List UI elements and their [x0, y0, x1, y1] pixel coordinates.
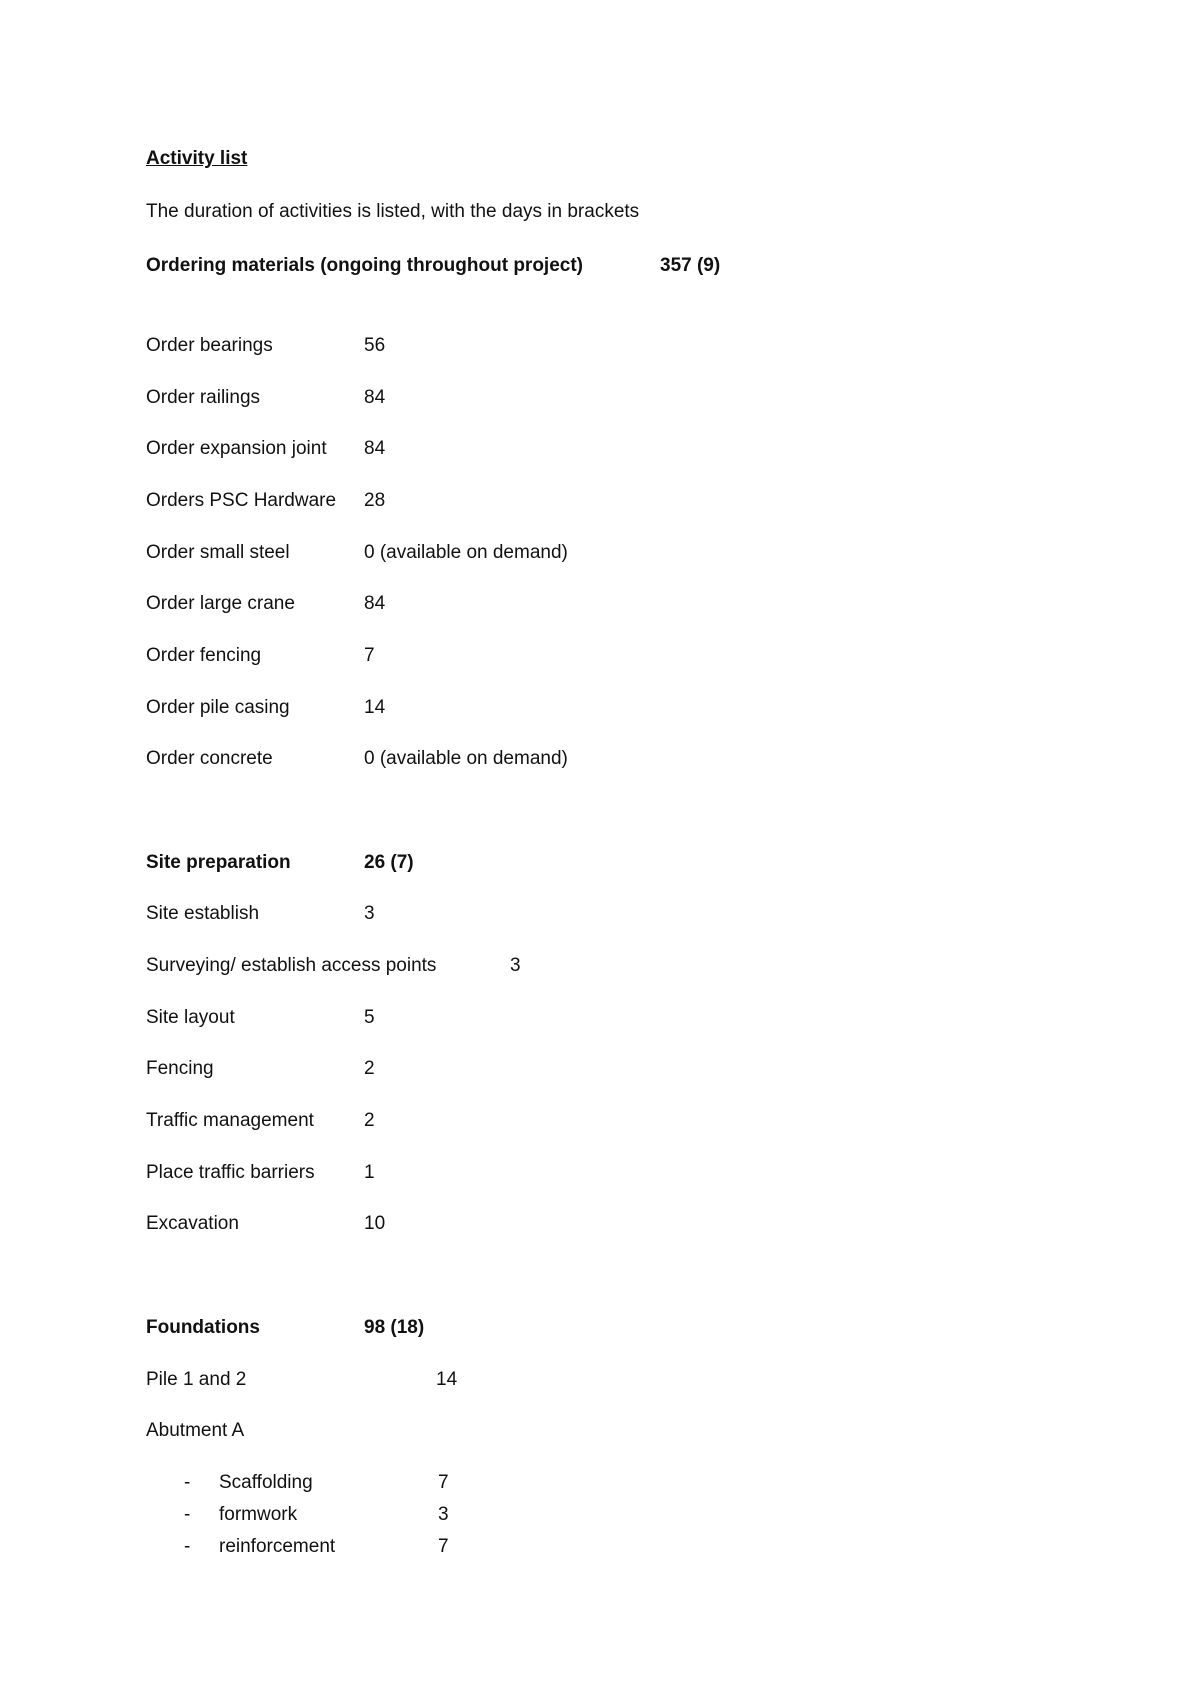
- ordering-item-label: Order small steel: [146, 542, 290, 563]
- bullet-value: 3: [438, 1504, 449, 1525]
- ordering-item: [146, 438, 386, 460]
- site-preparation-heading: Site preparation: [146, 852, 291, 873]
- bullet-label: reinforcement: [219, 1536, 336, 1557]
- ordering-item-label: Order fencing: [146, 645, 262, 666]
- ordering-item-label: Order concrete: [146, 748, 273, 769]
- abutment-label: Abutment A: [146, 1420, 245, 1441]
- ordering-item: [146, 542, 568, 564]
- bullet-label: Scaffolding: [219, 1472, 313, 1493]
- ordering-item: [146, 490, 386, 512]
- foundations-heading-row: [146, 1317, 425, 1339]
- site-item-value: 3: [364, 903, 375, 924]
- site-item-value: 3: [510, 955, 521, 976]
- site-item-label: Fencing: [146, 1058, 214, 1079]
- site-item-label: Site establish: [146, 903, 260, 924]
- intro-text: The duration of activities is listed, with the days in brackets: [146, 201, 640, 222]
- ordering-item-value: 0 (available on demand): [364, 542, 568, 563]
- bullet-dash: -: [184, 1536, 191, 1557]
- site-item: [146, 1007, 375, 1029]
- ordering-heading: Ordering materials (ongoing throughout project): [146, 255, 583, 276]
- ordering-item-label: Order pile casing: [146, 697, 290, 718]
- ordering-total: 357 (9): [660, 255, 721, 276]
- site-item-label: Excavation: [146, 1213, 239, 1234]
- ordering-item-label: Orders PSC Hardware: [146, 490, 337, 511]
- site-item-label: Site layout: [146, 1007, 235, 1028]
- ordering-item-value: 84: [364, 387, 386, 408]
- site-item-value: 10: [364, 1213, 386, 1234]
- ordering-item: [146, 387, 386, 409]
- ordering-item-value: 0 (available on demand): [364, 748, 568, 769]
- pile-label: Pile 1 and 2: [146, 1369, 247, 1390]
- site-item: [146, 1162, 375, 1184]
- site-item-label: Surveying/ establish access points: [146, 955, 437, 976]
- bullet-dash: -: [184, 1504, 191, 1525]
- bullet-value: 7: [438, 1536, 449, 1557]
- ordering-item-label: Order expansion joint: [146, 438, 327, 459]
- foundations-total: 98 (18): [364, 1317, 425, 1338]
- ordering-item: [146, 697, 386, 719]
- ordering-item-value: 56: [364, 335, 386, 356]
- site-item: [146, 955, 521, 977]
- ordering-item-value: 28: [364, 490, 386, 511]
- ordering-item-value: 84: [364, 438, 386, 459]
- site-preparation-total: 26 (7): [364, 852, 414, 873]
- bullet-label: formwork: [219, 1504, 298, 1525]
- site-item: [146, 903, 375, 925]
- ordering-item-label: Order railings: [146, 387, 261, 408]
- ordering-item-label: Order large crane: [146, 593, 295, 614]
- ordering-item: [146, 645, 375, 667]
- site-preparation-heading-row: [146, 852, 414, 874]
- site-item-label: Place traffic barriers: [146, 1162, 315, 1183]
- foundations-heading: Foundations: [146, 1317, 260, 1338]
- bullet-dash: -: [184, 1472, 191, 1493]
- ordering-item-value: 14: [364, 697, 386, 718]
- site-item: [146, 1110, 375, 1132]
- ordering-heading-row: [146, 255, 721, 277]
- ordering-item-value: 84: [364, 593, 386, 614]
- site-item: [146, 1213, 386, 1235]
- bullet-value: 7: [438, 1472, 449, 1493]
- site-item-value: 5: [364, 1007, 375, 1028]
- ordering-item: [146, 593, 386, 615]
- site-item-value: 2: [364, 1058, 375, 1079]
- pile-value: 14: [436, 1369, 458, 1390]
- ordering-item-value: 7: [364, 645, 375, 666]
- site-item-value: 1: [364, 1162, 375, 1183]
- site-item-value: 2: [364, 1110, 375, 1131]
- ordering-item-label: Order bearings: [146, 335, 273, 356]
- page-title: Activity list: [146, 148, 248, 169]
- site-item-label: Traffic management: [146, 1110, 314, 1131]
- site-item: [146, 1058, 375, 1080]
- ordering-item: [146, 748, 568, 770]
- pile-row: [146, 1369, 458, 1391]
- ordering-item: [146, 335, 386, 357]
